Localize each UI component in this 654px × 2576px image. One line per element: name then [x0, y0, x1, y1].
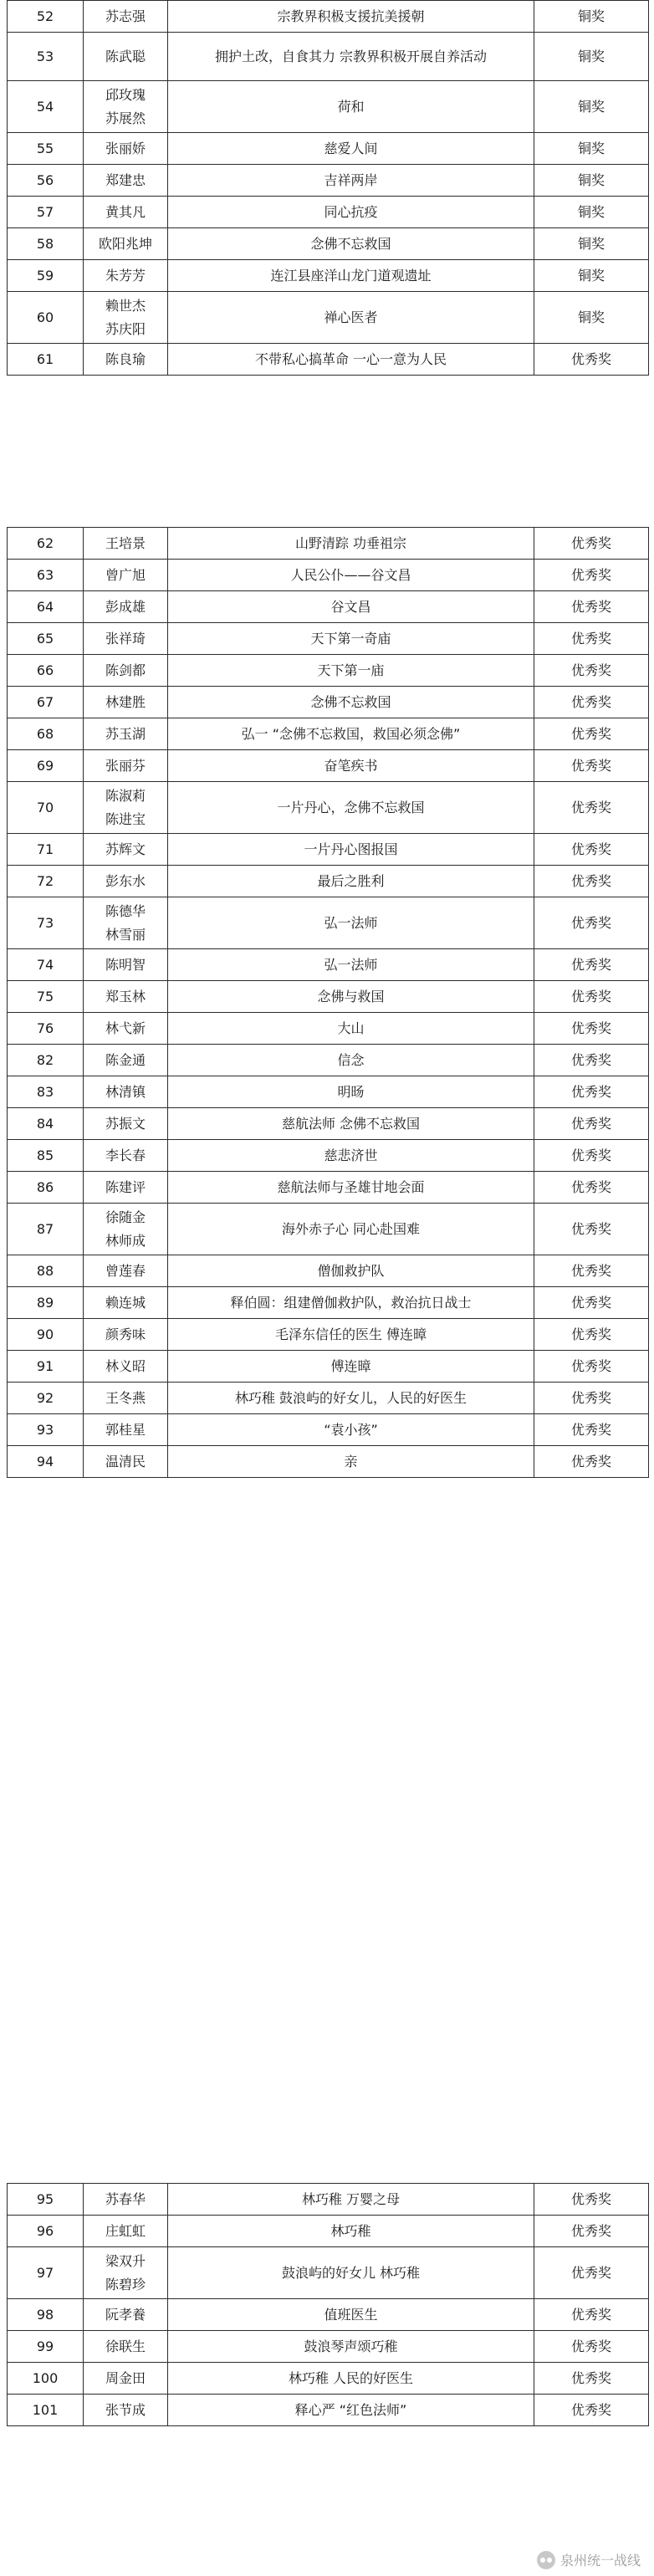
- award-level: 铜奖: [534, 197, 649, 228]
- author-name: 苏玉湖: [84, 718, 168, 750]
- author-name: 郑玉林: [84, 981, 168, 1013]
- row-number: 74: [8, 949, 84, 981]
- work-title: 人民公仆——谷文昌: [168, 560, 534, 591]
- award-level: 优秀奖: [534, 2216, 649, 2247]
- table-row: [8, 1, 649, 33]
- author-name: 张节成: [84, 2395, 168, 2426]
- work-title: 信念: [168, 1045, 534, 1076]
- award-level: 优秀奖: [534, 2299, 649, 2331]
- work-title: 傅连暲: [168, 1351, 534, 1383]
- work-title: 一片丹心图报国: [168, 834, 534, 866]
- work-title: 亲: [168, 1446, 534, 1478]
- author-name: 曾广旭: [84, 560, 168, 591]
- author-name: 彭成雄: [84, 591, 168, 623]
- award-level: 优秀奖: [534, 1446, 649, 1478]
- award-level: 铜奖: [534, 228, 649, 260]
- author-name: 陈良瑜: [84, 344, 168, 376]
- award-level: 优秀奖: [534, 750, 649, 782]
- table-row: [8, 133, 649, 165]
- row-number: 61: [8, 344, 84, 376]
- table-row: [8, 1351, 649, 1383]
- table-row: [8, 528, 649, 560]
- author-name: 苏辉文: [84, 834, 168, 866]
- award-table-segment: [7, 2183, 649, 2426]
- author-name: 梁双升 陈碧珍: [84, 2247, 168, 2299]
- work-title: 弘一 “念佛不忘救国，救国必须念佛”: [168, 718, 534, 750]
- author-name: 陈剑都: [84, 655, 168, 687]
- author-name: 徐随金 林师成: [84, 1204, 168, 1255]
- table-row: [8, 2247, 649, 2299]
- table-row: [8, 33, 649, 81]
- award-level: 铜奖: [534, 165, 649, 197]
- award-level: 优秀奖: [534, 2395, 649, 2426]
- row-number: 56: [8, 165, 84, 197]
- row-number: 72: [8, 866, 84, 897]
- table-row: [8, 1287, 649, 1319]
- award-level: 优秀奖: [534, 2184, 649, 2216]
- work-title: 最后之胜利: [168, 866, 534, 897]
- table-row: [8, 2216, 649, 2247]
- author-name: 彭东水: [84, 866, 168, 897]
- work-title: 念佛不忘救国: [168, 228, 534, 260]
- award-level: 优秀奖: [534, 1414, 649, 1446]
- row-number: 52: [8, 1, 84, 33]
- award-level: 优秀奖: [534, 949, 649, 981]
- table-row: [8, 2184, 649, 2216]
- work-title: 拥护土改，自食其力 宗教界积极开展自养活动: [168, 33, 534, 81]
- table-row: [8, 1319, 649, 1351]
- row-number: 84: [8, 1108, 84, 1140]
- award-level: 优秀奖: [534, 981, 649, 1013]
- award-level: 优秀奖: [534, 1172, 649, 1204]
- award-level: 优秀奖: [534, 344, 649, 376]
- author-name: 庄虹虹: [84, 2216, 168, 2247]
- row-number: 57: [8, 197, 84, 228]
- work-title: 林巧稚 万婴之母: [168, 2184, 534, 2216]
- table-row: [8, 1045, 649, 1076]
- author-name: 林义昭: [84, 1351, 168, 1383]
- work-title: 宗教界积极支援抗美援朝: [168, 1, 534, 33]
- table-row: [8, 687, 649, 718]
- row-number: 54: [8, 81, 84, 133]
- row-number: 85: [8, 1140, 84, 1172]
- work-title: 谷文昌: [168, 591, 534, 623]
- table-row: [8, 750, 649, 782]
- award-table-segment: [7, 0, 649, 376]
- row-number: 62: [8, 528, 84, 560]
- table-row: [8, 981, 649, 1013]
- award-level: 优秀奖: [534, 897, 649, 949]
- work-title: 大山: [168, 1013, 534, 1045]
- award-level: 铜奖: [534, 260, 649, 292]
- watermark-text: 泉州统一战线: [559, 2553, 641, 2568]
- wechat-icon: [537, 2551, 555, 2569]
- work-title: 奋笔疾书: [168, 750, 534, 782]
- award-level: 优秀奖: [534, 1204, 649, 1255]
- work-title: “袁小孩”: [168, 1414, 534, 1446]
- award-level: 优秀奖: [534, 623, 649, 655]
- row-number: 89: [8, 1287, 84, 1319]
- work-title: 林巧稚: [168, 2216, 534, 2247]
- work-title: 慈航法师 念佛不忘救国: [168, 1108, 534, 1140]
- award-level: 优秀奖: [534, 834, 649, 866]
- author-name: 陈金通: [84, 1045, 168, 1076]
- table-row: [8, 2331, 649, 2363]
- work-title: 释伯圆：组建僧伽救护队，救治抗日战士: [168, 1287, 534, 1319]
- author-name: 苏振文: [84, 1108, 168, 1140]
- table-row: [8, 1108, 649, 1140]
- award-level: 优秀奖: [534, 2331, 649, 2363]
- row-number: 100: [8, 2363, 84, 2395]
- work-title: 僧伽救护队: [168, 1255, 534, 1287]
- award-level: 铜奖: [534, 1, 649, 33]
- award-level: 优秀奖: [534, 1108, 649, 1140]
- author-name: 陈建评: [84, 1172, 168, 1204]
- work-title: 释心严 “红色法师”: [168, 2395, 534, 2426]
- author-name: 郑建忠: [84, 165, 168, 197]
- author-name: 林清镇: [84, 1076, 168, 1108]
- row-number: 91: [8, 1351, 84, 1383]
- table-row: [8, 2363, 649, 2395]
- work-title: 弘一法师: [168, 949, 534, 981]
- award-level: 优秀奖: [534, 866, 649, 897]
- row-number: 98: [8, 2299, 84, 2331]
- row-number: 66: [8, 655, 84, 687]
- work-title: 念佛与救国: [168, 981, 534, 1013]
- table-row: [8, 1383, 649, 1414]
- author-name: 王冬燕: [84, 1383, 168, 1414]
- award-level: 优秀奖: [534, 687, 649, 718]
- award-table-segment: [7, 527, 649, 1478]
- award-level: 铜奖: [534, 133, 649, 165]
- row-number: 99: [8, 2331, 84, 2363]
- award-level: 优秀奖: [534, 560, 649, 591]
- row-number: 88: [8, 1255, 84, 1287]
- table-row: [8, 591, 649, 623]
- table-row: [8, 165, 649, 197]
- table-row: [8, 623, 649, 655]
- row-number: 59: [8, 260, 84, 292]
- award-level: 优秀奖: [534, 528, 649, 560]
- work-title: 一片丹心，念佛不忘救国: [168, 782, 534, 834]
- table-row: [8, 1076, 649, 1108]
- work-title: 禅心医者: [168, 292, 534, 344]
- award-level: 优秀奖: [534, 1255, 649, 1287]
- award-level: 优秀奖: [534, 1287, 649, 1319]
- row-number: 93: [8, 1414, 84, 1446]
- author-name: 邱玫瑰 苏展然: [84, 81, 168, 133]
- watermark: [534, 2548, 644, 2571]
- work-title: 慈爱人间: [168, 133, 534, 165]
- author-name: 阮孝養: [84, 2299, 168, 2331]
- table-row: [8, 228, 649, 260]
- author-name: 王培景: [84, 528, 168, 560]
- table-row: [8, 1204, 649, 1255]
- row-number: 70: [8, 782, 84, 834]
- table-row: [8, 834, 649, 866]
- row-number: 53: [8, 33, 84, 81]
- author-name: 张祥琦: [84, 623, 168, 655]
- author-name: 颜秀味: [84, 1319, 168, 1351]
- award-level: 优秀奖: [534, 1351, 649, 1383]
- row-number: 96: [8, 2216, 84, 2247]
- author-name: 郭桂星: [84, 1414, 168, 1446]
- row-number: 90: [8, 1319, 84, 1351]
- row-number: 101: [8, 2395, 84, 2426]
- table-row: [8, 782, 649, 834]
- author-name: 黄其凡: [84, 197, 168, 228]
- table-row: [8, 2395, 649, 2426]
- author-name: 陈淑莉 陈进宝: [84, 782, 168, 834]
- table-row: [8, 81, 649, 133]
- author-name: 苏春华: [84, 2184, 168, 2216]
- work-title: 慈悲济世: [168, 1140, 534, 1172]
- award-level: 优秀奖: [534, 1140, 649, 1172]
- row-number: 86: [8, 1172, 84, 1204]
- table-row: [8, 655, 649, 687]
- author-name: 陈德华 林雪丽: [84, 897, 168, 949]
- work-title: 念佛不忘救国: [168, 687, 534, 718]
- author-name: 张丽芬: [84, 750, 168, 782]
- work-title: 吉祥两岸: [168, 165, 534, 197]
- work-title: 弘一法师: [168, 897, 534, 949]
- row-number: 73: [8, 897, 84, 949]
- author-name: 苏志强: [84, 1, 168, 33]
- author-name: 陈明智: [84, 949, 168, 981]
- row-number: 67: [8, 687, 84, 718]
- author-name: 陈武聪: [84, 33, 168, 81]
- award-level: 优秀奖: [534, 1383, 649, 1414]
- row-number: 87: [8, 1204, 84, 1255]
- author-name: 李长春: [84, 1140, 168, 1172]
- award-level: 优秀奖: [534, 1013, 649, 1045]
- table-row: [8, 897, 649, 949]
- table-row: [8, 292, 649, 344]
- row-number: 60: [8, 292, 84, 344]
- award-level: 优秀奖: [534, 655, 649, 687]
- award-level: 铜奖: [534, 81, 649, 133]
- work-title: 林巧稚 鼓浪屿的好女儿，人民的好医生: [168, 1383, 534, 1414]
- row-number: 95: [8, 2184, 84, 2216]
- work-title: 慈航法师与圣雄甘地会面: [168, 1172, 534, 1204]
- table-row: [8, 949, 649, 981]
- work-title: 毛泽东信任的医生 傅连暲: [168, 1319, 534, 1351]
- row-number: 58: [8, 228, 84, 260]
- row-number: 71: [8, 834, 84, 866]
- row-number: 75: [8, 981, 84, 1013]
- row-number: 82: [8, 1045, 84, 1076]
- table-row: [8, 866, 649, 897]
- author-name: 温清民: [84, 1446, 168, 1478]
- table-row: [8, 1172, 649, 1204]
- row-number: 69: [8, 750, 84, 782]
- award-level: 优秀奖: [534, 718, 649, 750]
- row-number: 92: [8, 1383, 84, 1414]
- table-row: [8, 1446, 649, 1478]
- row-number: 64: [8, 591, 84, 623]
- table-row: [8, 1414, 649, 1446]
- author-name: 林建胜: [84, 687, 168, 718]
- row-number: 97: [8, 2247, 84, 2299]
- work-title: 值班医生: [168, 2299, 534, 2331]
- work-title: 连江县座洋山龙门道观遗址: [168, 260, 534, 292]
- table-row: [8, 344, 649, 376]
- table-row: [8, 1255, 649, 1287]
- award-level: 优秀奖: [534, 2247, 649, 2299]
- table-row: [8, 2299, 649, 2331]
- work-title: 天下第一庙: [168, 655, 534, 687]
- award-level: 优秀奖: [534, 2363, 649, 2395]
- author-name: 曾莲春: [84, 1255, 168, 1287]
- table-row: [8, 1140, 649, 1172]
- author-name: 赖连城: [84, 1287, 168, 1319]
- work-title: 荷和: [168, 81, 534, 133]
- author-name: 徐联生: [84, 2331, 168, 2363]
- work-title: 海外赤子心 同心赴国难: [168, 1204, 534, 1255]
- row-number: 76: [8, 1013, 84, 1045]
- table-row: [8, 718, 649, 750]
- work-title: 鼓浪琴声颂巧稚: [168, 2331, 534, 2363]
- work-title: 山野清踪 功垂祖宗: [168, 528, 534, 560]
- row-number: 63: [8, 560, 84, 591]
- work-title: 鼓浪屿的好女儿 林巧稚: [168, 2247, 534, 2299]
- author-name: 林弋新: [84, 1013, 168, 1045]
- work-title: 天下第一奇庙: [168, 623, 534, 655]
- work-title: 不带私心搞革命 一心一意为人民: [168, 344, 534, 376]
- author-name: 朱芳芳: [84, 260, 168, 292]
- award-level: 优秀奖: [534, 1076, 649, 1108]
- table-row: [8, 197, 649, 228]
- table-row: [8, 260, 649, 292]
- award-level: 优秀奖: [534, 1319, 649, 1351]
- row-number: 83: [8, 1076, 84, 1108]
- award-level: 铜奖: [534, 292, 649, 344]
- table-row: [8, 560, 649, 591]
- work-title: 明旸: [168, 1076, 534, 1108]
- author-name: 张丽娇: [84, 133, 168, 165]
- row-number: 55: [8, 133, 84, 165]
- row-number: 94: [8, 1446, 84, 1478]
- row-number: 65: [8, 623, 84, 655]
- award-level: 优秀奖: [534, 1045, 649, 1076]
- author-name: 欧阳兆坤: [84, 228, 168, 260]
- table-row: [8, 1013, 649, 1045]
- award-level: 铜奖: [534, 33, 649, 81]
- work-title: 同心抗疫: [168, 197, 534, 228]
- author-name: 周金田: [84, 2363, 168, 2395]
- award-level: 优秀奖: [534, 782, 649, 834]
- work-title: 林巧稚 人民的好医生: [168, 2363, 534, 2395]
- award-level: 优秀奖: [534, 591, 649, 623]
- author-name: 赖世杰 苏庆阳: [84, 292, 168, 344]
- row-number: 68: [8, 718, 84, 750]
